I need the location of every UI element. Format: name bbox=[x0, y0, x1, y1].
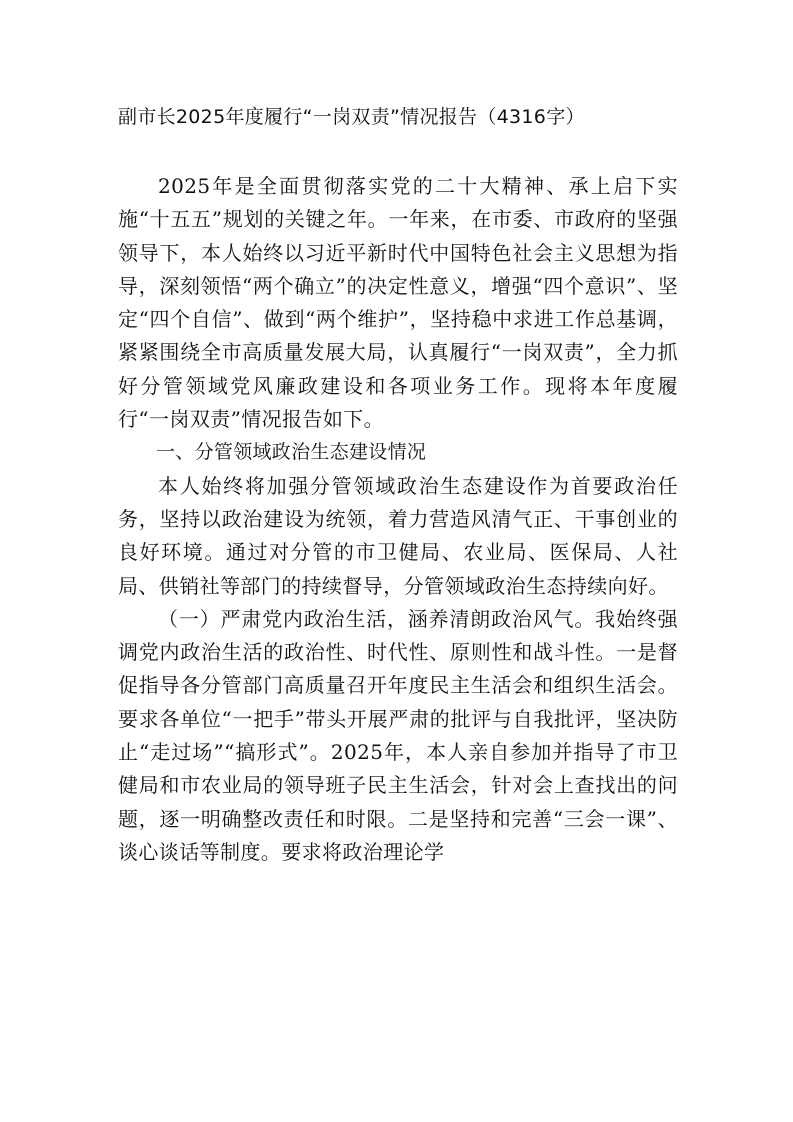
section-heading: 一、分管领域政治生态建设情况 bbox=[156, 441, 427, 464]
section-paragraph: 本人始终将加强分管领域政治生态建设作为首要政治任务，坚持以政治建设为统领，着力营造风清气正、干事创业的良好环境。通过对分管的市卫健局、农业局、医保局、人社局、供销社等部门的持续督导，分管领域政治生态持续向好。 bbox=[118, 473, 678, 598]
document-body bbox=[118, 170, 678, 869]
subsection-paragraph: （一）严肃党内政治生活，涵养清朗政治风气。我始终强调党内政治生活的政治性、时代性、原则性和战斗性。一是督促指导各分管部门高质量召开年度民主生活会和组织生活会。要求各单位“一把手”带头开展严肃的批评与自我批评，坚决防止“走过场”“搞形式”。2025年，本人亲自参加并指导了市卫健局和市农业局的领导班子民主生活会，针对会上查找出的问题，逐一明确整改责任和时限。二是坚持和完善“三会一课”、谈心谈话等制度。要求将政治理论学 bbox=[118, 606, 678, 864]
document-title: 副市长2025年度履行“一岗双责”情况报告（4316字） bbox=[118, 106, 585, 128]
intro-paragraph: 2025年是全面贯彻落实党的二十大精神、承上启下实施“十五五”规划的关键之年。一年来，在市委、市政府的坚强领导下，本人始终以习近平新时代中国特色社会主义思想为指导，深刻领悟“两个确立”的决定性意义，增强“四个意识”、坚定“四个自信”、做到“两个维护”，坚持稳中求进工作总基调，紧紧围绕全市高质量发展大局，认真履行“一岗双责”，全力抓好分管领域党风廉政建设和各项业务工作。现将本年度履行“一岗双责”情况报告如下。 bbox=[118, 174, 678, 432]
